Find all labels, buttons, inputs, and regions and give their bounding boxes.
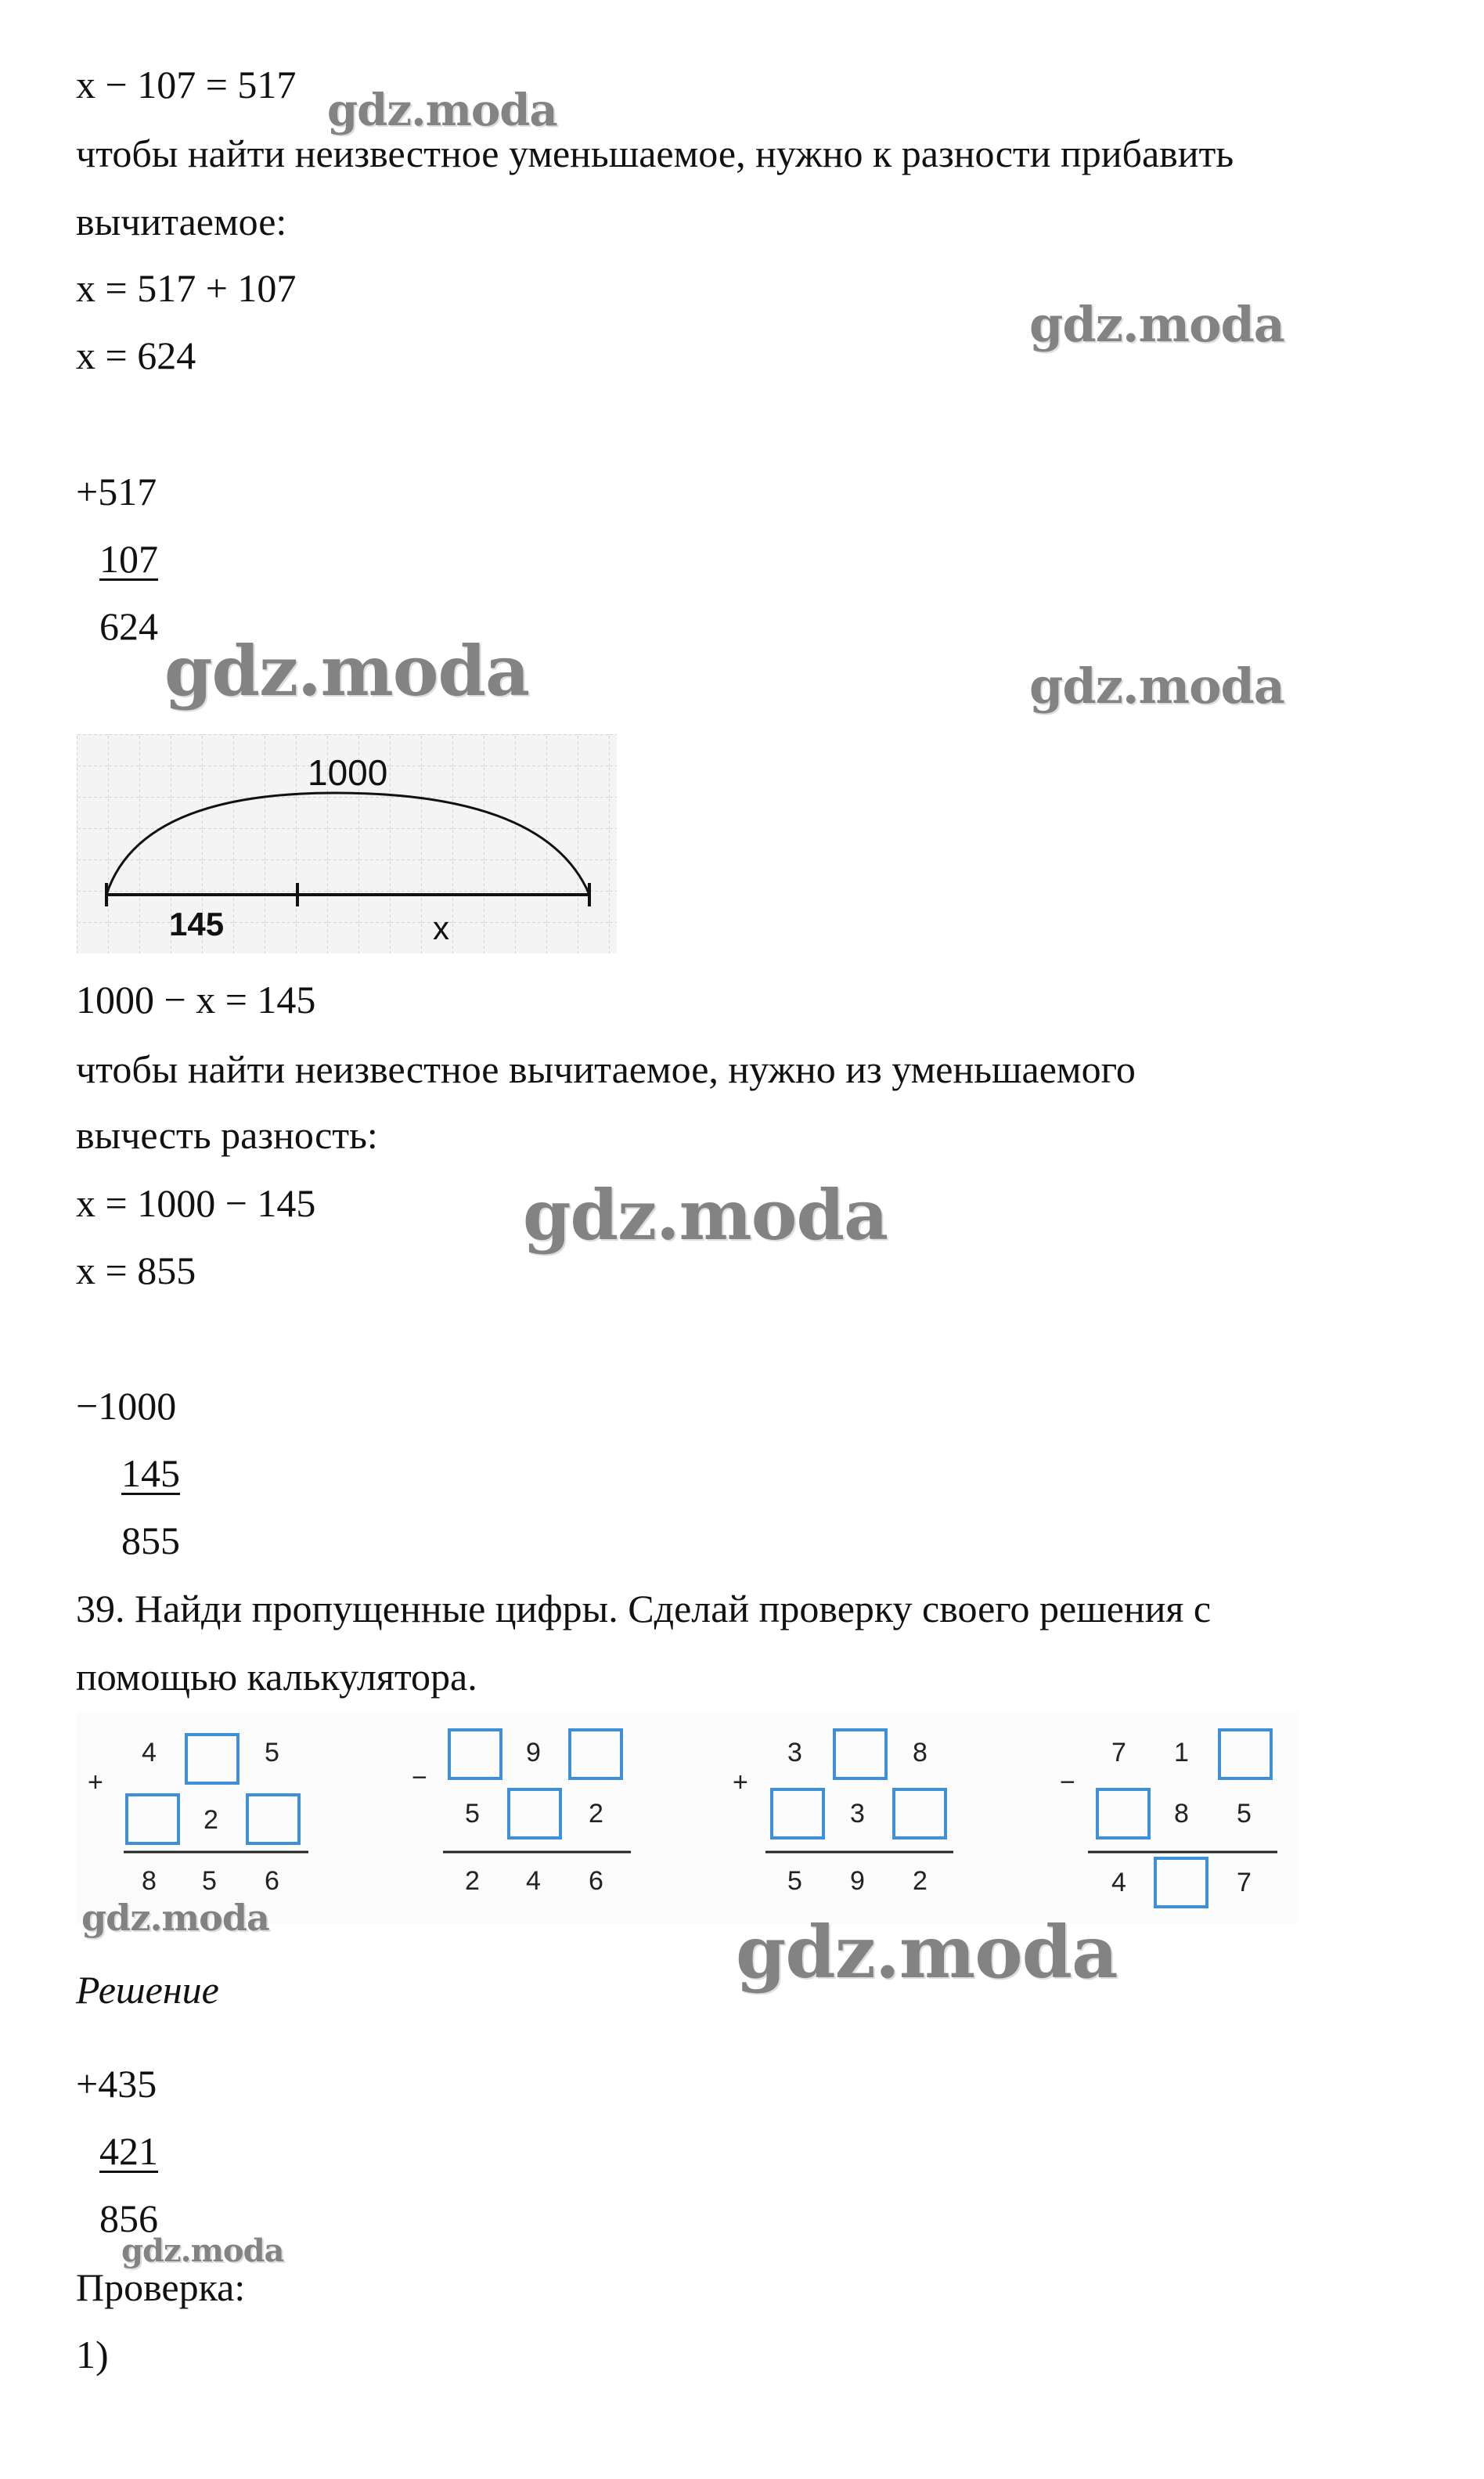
svg-text:4: 4 xyxy=(1111,1868,1126,1897)
svg-text:−: − xyxy=(412,1763,427,1793)
segment-diagram xyxy=(77,734,617,953)
svg-text:3: 3 xyxy=(787,1738,802,1767)
equation-5: x = 1000 − 145 xyxy=(76,1181,316,1225)
equation-6: x = 855 xyxy=(76,1249,196,1292)
svg-text:5: 5 xyxy=(265,1738,279,1767)
svg-text:2: 2 xyxy=(589,1799,603,1829)
column-subtrahend: 145 xyxy=(121,1451,180,1495)
svg-text:9: 9 xyxy=(526,1738,541,1767)
svg-text:+: + xyxy=(733,1767,748,1797)
solution-sum: 856 xyxy=(99,2196,158,2240)
diagram-total-label: 1000 xyxy=(308,752,388,793)
rule-text-line-4: вычесть разность: xyxy=(76,1113,378,1157)
rule-text-line-3: чтобы найти неизвестное вычитаемое, нужно из уменьшаемого xyxy=(76,1047,1136,1091)
missing-digits-puzzles xyxy=(77,1713,1313,1924)
watermark: gdz.moda xyxy=(736,1910,1118,1994)
task-39-line-2: помощью калькулятора. xyxy=(76,1655,477,1699)
svg-text:3: 3 xyxy=(850,1799,865,1829)
svg-text:9: 9 xyxy=(850,1866,865,1896)
check-item-1: 1) xyxy=(76,2333,109,2376)
svg-text:+: + xyxy=(88,1767,103,1797)
task-39-line-1: 39. Найди пропущенные цифры. Сделай проверку своего решения с xyxy=(76,1587,1212,1630)
svg-text:8: 8 xyxy=(913,1738,928,1767)
svg-text:8: 8 xyxy=(1174,1799,1189,1829)
watermark: gdz.moda xyxy=(121,2232,284,2269)
equation-4: 1000 − x = 145 xyxy=(76,978,316,1022)
diagram-known-part-label: 145 xyxy=(169,906,225,942)
rule-text-line-1: чтобы найти неизвестное уменьшаемое, нужно к разности прибавить xyxy=(76,132,1234,175)
svg-text:8: 8 xyxy=(142,1866,157,1896)
solution-addend-2: 421 xyxy=(99,2129,158,2173)
diagram-unknown-part-label: x xyxy=(433,910,449,946)
svg-text:7: 7 xyxy=(1111,1738,1126,1767)
watermark: gdz.moda xyxy=(1029,658,1284,715)
svg-text:6: 6 xyxy=(589,1866,603,1896)
svg-text:2: 2 xyxy=(204,1805,218,1835)
column-difference: 855 xyxy=(121,1519,180,1562)
svg-text:5: 5 xyxy=(202,1866,217,1896)
svg-text:5: 5 xyxy=(1237,1799,1252,1829)
watermark: gdz.moda xyxy=(81,1897,269,1939)
check-label: Проверка: xyxy=(76,2265,246,2309)
svg-text:7: 7 xyxy=(1237,1868,1252,1897)
svg-text:2: 2 xyxy=(465,1866,480,1896)
svg-text:−: − xyxy=(1060,1767,1075,1797)
column-addend-2: 107 xyxy=(99,537,158,581)
equation-2: x = 517 + 107 xyxy=(76,266,297,310)
svg-text:5: 5 xyxy=(787,1866,802,1896)
watermark: gdz.moda xyxy=(1029,296,1284,353)
solution-addend-1: +435 xyxy=(76,2062,157,2106)
watermark: gdz.moda xyxy=(164,630,530,712)
svg-text:4: 4 xyxy=(142,1738,157,1767)
svg-text:6: 6 xyxy=(265,1866,279,1896)
svg-text:4: 4 xyxy=(526,1866,541,1896)
equation-1: x − 107 = 517 xyxy=(76,63,297,106)
column-minuend: −1000 xyxy=(76,1384,177,1428)
svg-text:2: 2 xyxy=(913,1866,928,1896)
solution-heading: Решение xyxy=(76,1968,219,2012)
svg-text:5: 5 xyxy=(465,1799,480,1829)
rule-text-line-2: вычитаемое: xyxy=(76,200,287,243)
svg-text:1: 1 xyxy=(1174,1738,1189,1767)
column-result: 624 xyxy=(99,604,158,648)
column-addend-1: +517 xyxy=(76,470,157,513)
watermark: gdz.moda xyxy=(523,1174,888,1256)
equation-3: x = 624 xyxy=(76,333,196,377)
watermark: gdz.moda xyxy=(327,85,557,136)
